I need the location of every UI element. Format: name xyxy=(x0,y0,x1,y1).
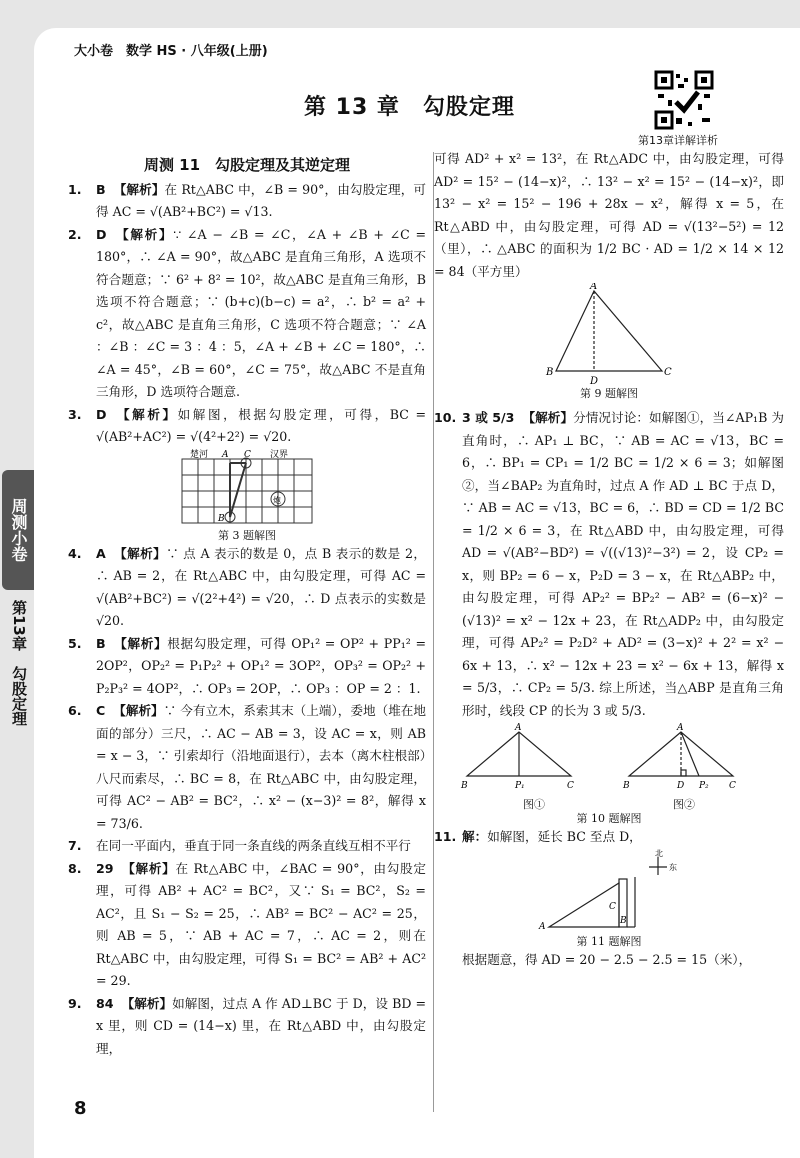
item-answer: D xyxy=(96,226,107,242)
figure-11-diagram xyxy=(529,849,689,935)
answer-item-8 xyxy=(68,858,426,993)
figure-9-caption: 第 9 题解图 xyxy=(580,387,638,400)
figure-9-triangle xyxy=(544,283,674,387)
fig10b-point-c: C xyxy=(729,781,736,791)
item-text: ∵ ∠A − ∠B = ∠C，∠A + ∠B + ∠C = 180°，∴ ∠A = 90°，故△ABC 是直角三角形，A 选项不符合题意；∵ 6² + 8² = 10²，故△ABC 是直角三角形，B 选项不符合题意；∵ (b+c)(b−c) = a²，∴ b² = a² + c²，故△ABC 是直角三角形，C 选项不符合题意；∵ ∠A ：∠B ：∠C = 3 ：4 ：5，∠A + ∠B + ∠C = 180°，∴ ∠A = 45°，∠B = 60°，∠C = 75°，故△ABC 不是直角三角形，D 选项符合题意. xyxy=(96,226,426,399)
analysis-tag: 【解析】 xyxy=(121,860,176,876)
item-number: 2. xyxy=(68,226,82,242)
fig3-cannon-piece: 炮 xyxy=(273,495,281,505)
fig10b-point-b: B xyxy=(623,781,630,791)
item-number: 9. xyxy=(68,995,82,1011)
page-number: 8 xyxy=(74,1098,87,1119)
fig10b-point-d: D xyxy=(677,781,685,791)
analysis-tag: 【解析】 xyxy=(121,995,173,1011)
item-number: 8. xyxy=(68,860,82,876)
running-header: 大小卷 数学 HS · 八年级(上册) xyxy=(74,44,268,59)
fig10a-point-b: B xyxy=(461,781,468,791)
fig10b-point-p2: P₂ xyxy=(699,781,709,791)
item-answer: B xyxy=(96,181,106,197)
item-number: 6. xyxy=(68,703,82,718)
page xyxy=(34,28,800,1158)
answer-item-3 xyxy=(68,404,426,449)
item-answer: 解： xyxy=(462,829,488,844)
item-answer: B xyxy=(96,635,106,651)
answer-item-11 xyxy=(434,826,784,849)
analysis-tag: 【解析】 xyxy=(114,406,178,422)
qr-code-icon[interactable] xyxy=(654,70,714,130)
fig3-label-left: 楚河 xyxy=(190,449,209,460)
fig9-point-c: C xyxy=(664,367,672,378)
fig11-east-label: 东 xyxy=(669,862,677,872)
item-answer: C xyxy=(96,703,106,718)
fig9-point-b: B xyxy=(546,367,554,378)
answer-item-7 xyxy=(68,835,426,858)
fig3-point-a: A xyxy=(222,449,229,460)
fig3-point-c: C xyxy=(244,449,251,460)
fig10a-point-a: A xyxy=(515,723,522,733)
fig11-north-label: 北 xyxy=(655,848,663,858)
item-number: 1. xyxy=(68,181,82,197)
item-answer: 29 xyxy=(96,860,114,876)
fig10a-point-p1: P₁ xyxy=(515,781,525,791)
figure-10-triangles xyxy=(459,722,759,798)
item-text: 在同一平面内，垂直于同一条直线的两条直线互相不平行 xyxy=(96,838,411,853)
figure-10-caption: 第 10 题解图 xyxy=(576,812,642,825)
answer-item-5 xyxy=(68,633,426,701)
figure-10-sublabels xyxy=(459,798,759,812)
item-9-continued: 可得 AD² + x² = 13²，在 Rt△ADC 中，由勾股定理，可得 AD² = 15² − (14−x)²，∴ 13² − x² = 15² − (14−x)²，即 13² − x² = 15² − 196 + 28x − x²，解得 x = 5，在 Rt△ABD 中，由勾股定理，可得 AD = √(13²−5²) = 12（里），∴ △ABC 的面积为 1/2 BC · AD = 1/2 × 14 × 12 = 84（平方里） xyxy=(434,151,784,279)
item-text: 如解图，延长 BC 至点 D， xyxy=(487,829,642,844)
item-number: 11. xyxy=(434,829,457,844)
fig3-point-b: B xyxy=(218,513,225,524)
fig9-point-d: D xyxy=(590,376,599,387)
item-answer: D xyxy=(96,406,107,422)
item-11-continued: 根据题意，得 AD = 20 − 2.5 − 2.5 = 15（米）， xyxy=(462,951,752,967)
item-number: 7. xyxy=(68,838,82,853)
analysis-tag: 【解析】 xyxy=(113,181,165,197)
item-text: ∵ 点 A 表示的数是 0，点 B 表示的数是 2，∴ AB = 2，在 Rt△ABC 中，由勾股定理，可得 AC = √(AB²+BC²) = √(2²+4²) = √20，∴ D 点表示的实数是 √20. xyxy=(96,545,427,628)
item-text: 根据勾股定理，可得 OP₁² = OP² + PP₁² = 2OP²，OP₂² = P₁P₂² + OP₁² = 3OP²，OP₃² = OP₂² + P₂P₃² = 4OP²，∴ OP₃ = 2OP，∴ OP₃ ：OP = 2 ：1. xyxy=(96,635,427,696)
item-text: 在 Rt△ABC 中，∠BAC = 90°，由勾股定理，可得 AB² + AC² = BC²，又∵ S₁ = BC²，S₂ = AC²，且 S₁ − S₂ = 25，∴ AB² = BC² − AC² = 25，则 AB = 5，∵ AB + AC = 7，∴ AC = 2，则在 Rt△ABC 中，由勾股定理，可得 S₁ = BC² = AB² + AC² = 29. xyxy=(96,860,426,988)
fig10-sub2: 图② xyxy=(673,798,695,811)
chapter-title: 第 13 章 勾股定理 xyxy=(304,95,515,120)
fig11-point-a: A xyxy=(539,921,546,932)
item-answer: 3 或 5/3 xyxy=(462,410,515,425)
analysis-tag: 【解析】 xyxy=(113,703,164,718)
item-number: 5. xyxy=(68,635,82,651)
fig9-point-a: A xyxy=(590,283,598,292)
item-answer: A xyxy=(96,545,106,561)
answer-item-9 xyxy=(68,993,426,1061)
item-number: 4. xyxy=(68,545,82,561)
item-number: 10. xyxy=(434,410,457,425)
qr-caption: 第13章详解详析 xyxy=(638,134,718,147)
analysis-tag: 【解析】 xyxy=(522,410,574,425)
fig10b-point-a: A xyxy=(677,723,684,733)
figure-3-chessboard xyxy=(172,449,322,529)
item-number: 3. xyxy=(68,406,82,422)
fig10a-point-c: C xyxy=(567,781,574,791)
item-text: 如解图，根据勾股定理，可得，BC = √(AB²+AC²) = √(4²+2²) = √20. xyxy=(96,406,427,444)
figure-3-caption: 第 3 题解图 xyxy=(218,528,276,542)
fig3-label-right: 汉界 xyxy=(270,449,289,460)
answer-item-4 xyxy=(68,543,426,633)
item-text: 在 Rt△ABC 中，∠B = 90°，由勾股定理，可得 AC = √(AB²+BC²) = √13. xyxy=(96,181,426,219)
item-answer: 84 xyxy=(96,995,114,1011)
right-column xyxy=(434,148,784,971)
analysis-tag: 【解析】 xyxy=(114,226,174,242)
item-text: ∵ 今有立木，系索其末（上端），委地（堆在地面的部分）三尺，∴ AC − AB = 3，设 AC = x，则 AB = x − 3，∵ 引索却行（沿地面退行），去本（离木柱根部）八尺而索尽，∴ BC = 8，在 Rt△ABC 中，由勾股定理，可得 AC² − AB² = BC²，∴ x² − (x−3)² = 8²，解得 x = 73/6. xyxy=(96,703,426,831)
answer-item-10 xyxy=(434,407,784,722)
answer-item-1 xyxy=(68,179,426,224)
answer-item-2 xyxy=(68,224,426,404)
figure-11-caption: 第 11 题解图 xyxy=(576,934,642,948)
left-column xyxy=(68,151,426,1060)
item-text: 分情况讨论：如解图①，当∠AP₁B 为直角时，∴ AP₁ ⊥ BC，∵ AB = AC = √13，BC = 6，∴ BP₁ = CP₁ = 1/2 BC = 1/2 × 6 = 3；如解图②，当∠BAP₂ 为直角时，过点 A 作 AD ⊥ BC 于点 D，∵ AB = AC = √13，BC = 6，∴ BD = CD = 1/2 BC = 1/2 × 6 = 3，在 Rt△ABD 中，由勾股定理，可得 AD = √(AB²−BD²) = √((√13)²−3²) = 2，设 CP₂ = x，则 BP₂ = 6 − x，P₂D = 3 − x，在 Rt△ABP₂ 中，由勾股定理，可得 AP₂² = BP₂² − AB² = (6−x)² − (√13)² = x² − 12x + 23，在 Rt△ADP₂ 中，由勾股定理，可得 AP₂² = P₂D² + AD² = (3−x)² + 2² = x² − 6x + 13，∴ x² − 12x + 23 = x² − 6x + 13，解得 x = 5/3，∴ CP₂ = 5/3. 综上所述，当△ABP 是直角三角形时，线段 CP 的长为 3 或 5/3. xyxy=(462,410,785,718)
fig10-sub1: 图① xyxy=(523,798,545,811)
fig11-point-b: B xyxy=(620,915,627,926)
analysis-tag: 【解析】 xyxy=(113,545,167,561)
item-text: 如解图，过点 A 作 AD⊥BC 于 D，设 BD = x 里，则 CD = (14−x) 里，在 Rt△ABD 中，由勾股定理， xyxy=(96,995,427,1056)
answer-item-6 xyxy=(68,700,426,835)
section-title: 周测 11 勾股定理及其逆定理 xyxy=(143,156,351,174)
side-tab-weekly[interactable]: 周测小卷 xyxy=(2,470,34,590)
side-tab xyxy=(0,430,34,1120)
fig11-point-c: C xyxy=(609,901,616,912)
analysis-tag: 【解析】 xyxy=(113,635,168,651)
side-tab-chapter: 第13章 勾股定理 xyxy=(10,600,28,726)
